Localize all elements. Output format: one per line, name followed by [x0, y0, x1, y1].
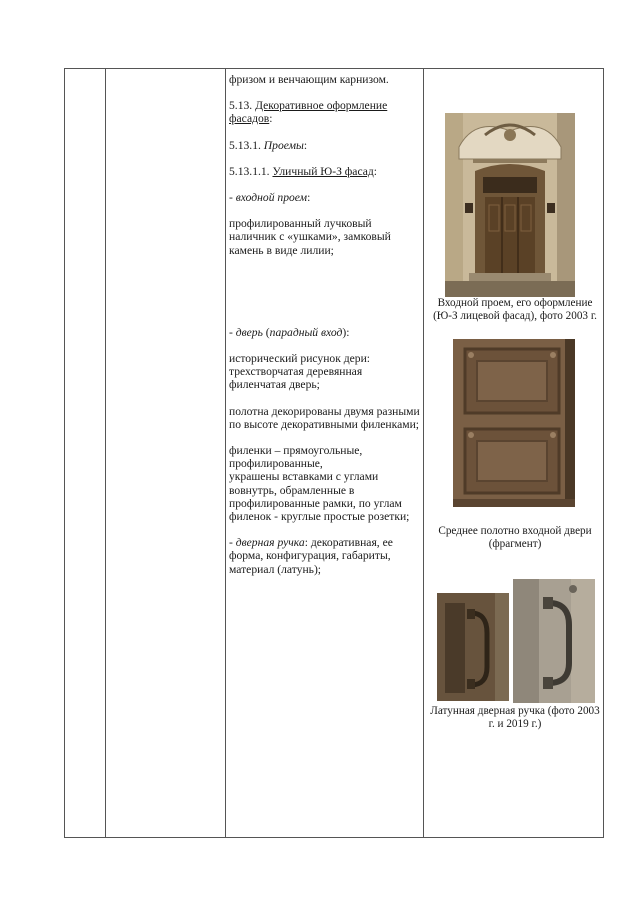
caption-entrance: Входной проем, его оформление (Ю-З лицевой фасад), фото 2003 г. [433, 297, 597, 322]
dash: - [229, 191, 236, 205]
item-title: дверь [235, 325, 263, 339]
door-leaf-photo [453, 339, 575, 507]
subsection-heading [229, 165, 421, 178]
punct: ( [262, 325, 270, 339]
item-title: дверная ручка [235, 536, 305, 550]
document-table [64, 68, 604, 838]
item-subtitle: парадный вход [269, 325, 343, 339]
paragraph-line: филенки – прямоугольные, профилированные, [229, 444, 363, 471]
item-title: входной проем [235, 191, 308, 205]
handle-photo-2003 [437, 593, 509, 701]
section-title: Проемы [263, 138, 304, 152]
item-text: : декоративная, ее форма, конфигурация, габариты, материал (латунь); [229, 536, 393, 576]
handle-photo-2003-image [437, 593, 509, 701]
dash: - [229, 536, 236, 550]
item-heading [229, 536, 421, 576]
punct: : [307, 191, 311, 205]
description-column [229, 73, 421, 589]
section-title: Уличный Ю-З фасад [272, 164, 374, 178]
section-number: 5.13. [229, 99, 256, 113]
item-heading [229, 191, 421, 204]
punct: ): [342, 325, 350, 339]
entrance-photo-image [445, 113, 575, 297]
section-number: 5.13.1. [229, 138, 264, 152]
handle-photo-2019-image [513, 579, 595, 703]
paragraph: исторический рисунок дери: трехстворчатая деревянная филенчатая дверь; [229, 352, 371, 392]
caption-door-leaf: Среднее полотно входной двери (фрагмент) [438, 525, 592, 550]
section-title: Декоративное оформление фасадов [229, 99, 388, 126]
dash: - [229, 325, 236, 339]
column-divider-2 [225, 69, 226, 837]
paragraph: профилированный лучковый наличник с «ушками», замковый камень в виде лилии; [229, 217, 391, 257]
punct: : [269, 112, 273, 126]
entrance-photo [445, 113, 575, 297]
caption-handles: Латунная дверная ручка (фото 2003 г. и 2019 г.) [430, 705, 600, 730]
punct: : [303, 138, 308, 152]
column-divider-3 [423, 69, 424, 837]
section-heading [229, 99, 421, 125]
handle-photo-2019 [513, 579, 595, 703]
paragraph-line: украшены вставками с углами вовнутрь, обрамленные в профилированные рамки, по углам филенок - круглые простые розетки; [229, 470, 410, 524]
section-number: 5.13.1.1. [229, 164, 273, 178]
item-heading [229, 326, 421, 339]
door-leaf-photo-image [453, 339, 575, 507]
paragraph: полотна декорированы двумя разными по высоте декоративными филенками; [229, 404, 420, 431]
paragraph: фризом и венчающим карнизом. [229, 73, 389, 86]
punct: : [373, 164, 378, 178]
column-divider-1 [105, 69, 106, 837]
subsection-heading [229, 139, 421, 152]
paragraph [229, 444, 421, 523]
